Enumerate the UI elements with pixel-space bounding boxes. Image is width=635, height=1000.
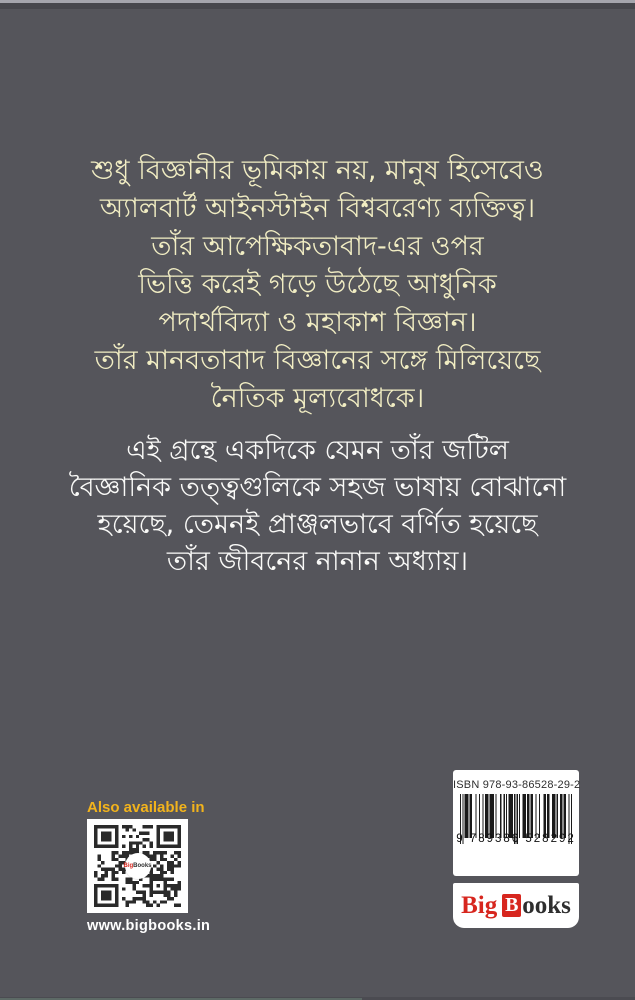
qr-center-logo xyxy=(125,853,151,879)
qr-section xyxy=(87,799,211,934)
blurb-line: অ্যালবার্ট আইনস্টাইন বিশ্ববরেণ্য ব্যক্তিত্ব। xyxy=(99,193,536,224)
isbn-barcode-block xyxy=(453,770,579,876)
blurb-line: এই গ্রন্থে একদিকে যেমন তাঁর জটিল xyxy=(126,435,509,466)
blurb-line: পদার্থবিদ্যা ও মহাকাশ বিজ্ঞান। xyxy=(158,307,477,338)
logo-letter-b: B xyxy=(505,894,519,916)
blurb-line: শুধু বিজ্ঞানীর ভূমিকায় নয়, মানুষ হিসেবেও xyxy=(91,155,544,186)
blurb-primary xyxy=(0,152,635,418)
logo-text-ooks: ooks xyxy=(522,892,571,919)
blurb-line: বৈজ্ঞানিক তত্ত্বগুলিকে সহজ ভাষায় বোঝানো xyxy=(68,472,567,503)
logo-text-big: Big xyxy=(461,892,498,919)
blurb-secondary xyxy=(0,432,635,580)
qr-center-logo-books: Books xyxy=(133,863,152,869)
publisher-url: www.bigbooks.in xyxy=(87,918,211,934)
blurb-line: নৈতিক মূল্যবোধকে। xyxy=(210,383,425,414)
blurb-line: তাঁর আপেক্ষিকতাবাদ-এর ওপর xyxy=(151,231,484,262)
bigbooks-logo xyxy=(461,893,571,918)
qr-code xyxy=(87,819,188,913)
blurb-line: তাঁর মানবতাবাদ বিজ্ঞানের সঙ্গে মিলিয়েছে xyxy=(94,345,541,376)
also-available-label: Also available in xyxy=(87,799,205,816)
publisher-logo-plate xyxy=(453,883,579,928)
book-icon xyxy=(502,894,521,917)
blurb-line: হয়েছে, তেমনই প্রাঞ্জলভাবে বর্ণিত হয়েছে xyxy=(97,509,538,540)
top-edge-shadow xyxy=(0,3,635,9)
qr-center-logo-big: Big xyxy=(123,863,134,869)
barcode-digits: 9 789386 528292 xyxy=(456,833,576,845)
blurb-line: ভিত্তি করেই গড়ে উঠেছে আধুনিক xyxy=(138,269,497,300)
isbn-number: ISBN 978-93-86528-29-2 xyxy=(453,779,581,791)
blurb-line: তাঁর জীবনের নানান অধ্যায়। xyxy=(166,546,469,577)
